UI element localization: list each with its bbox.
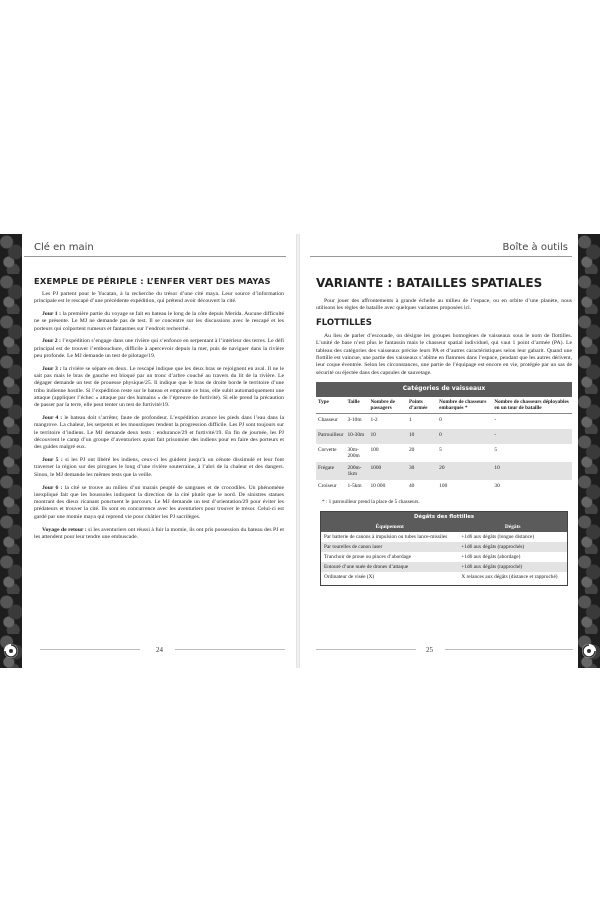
table-caption: Catégories de vaisseaux [316,382,572,397]
table-cell: 5 [439,447,442,454]
column-header: Équipement [321,522,458,532]
table-cell: 10-30m [345,429,368,444]
column-header: Nombre de passagers [368,397,407,414]
left-page [0,234,296,668]
table-cell: - [492,429,572,444]
table-cell: 10 [492,462,572,480]
table-cell: 1000 [368,462,407,480]
left-paragraphs [34,291,284,541]
body-paragraph [34,415,284,451]
table-row [316,414,572,430]
page-number-left: 24 [156,646,163,654]
paragraph-text: le bateau doit s’arrêter, faute de profondeur. L’expédition avance les pieds dans l’eau dans la mangrove. La chaleur, les serpents et les moustiques rendent la progression difficile. Les PJ sont toujours sur le territoire d’indiens. Le MJ demande deux tests : endurance/29 et furtivité/19. En fin de journée, les PJ découvrent le camp d’un groupe d’aventuriers ayant fait prisonnier des indiens pour en faire des porteurs et des guides malgré eux. [34,415,285,451]
column-header: Type [316,397,345,414]
subsection-title: FLOTTILLES [316,318,372,329]
table-cell: 1 [408,417,412,424]
paragraph-text: la première partie du voyage se fait en bateau le long de la côte depuis Merida. Aucune difficulté ne se présente. Le MJ ne demande pas de test. Il se concentre sur les discussions avec le rescapé et les porteurs qui colportent rumeurs et fantasmes sur l’endroit recherché. [34,311,284,332]
body-paragraph [34,338,284,360]
swirl-ornament-icon [578,640,600,662]
table-row [321,542,567,552]
header-rule-right [310,256,572,257]
table-cell: Corvette [318,447,337,454]
header-rule-left [24,256,286,257]
table-cell: 200m-1km [345,462,368,480]
book-spread [0,234,600,668]
table-cell: +1d6 aux dégâts (longue distance) [461,534,535,541]
left-content [34,276,284,547]
table-cell: +1d6 aux dégâts (abordage) [461,554,521,561]
right-page [300,234,600,668]
table-footnote: * : 1 patrouilleur prend la place de 5 chasseurs. [322,499,420,506]
table-cell: 30 [407,462,437,480]
table-cell: +1d6 aux dégâts (rapproché) [458,562,567,572]
table-cell: Par batterie de canons à impulsion ou tubes lance-missiles [324,534,448,541]
body-paragraph [34,527,284,542]
table-cell: 30m-200m [347,447,360,460]
damage-box [320,511,568,586]
ship-categories-table [316,382,572,495]
table-cell: 1-2 [370,417,378,424]
table-row [321,562,567,572]
left-section-title: EXEMPLE DE PÉRIPLE : L’ENFER VERT DES MAYAS [34,276,271,286]
table-cell: 10 [407,429,437,444]
table-row [316,462,572,480]
paragraph-text: si les PJ ont libéré les indiens, ceux-ci les guident jusqu’à un cénote dissimulé et leur font traverser la région sur des pirogues le long d’une rivière souterraine, à l’abri de la chaleur et des dangers. Sinon, le MJ demande les mêmes tests que la veille. [34,457,284,478]
table-cell: Croiseur [318,483,337,490]
footer-rule [316,649,416,650]
running-head-left: Clé en main [34,242,94,253]
paragraph-lead: Jour 4 : [42,415,63,422]
footer-rule [445,649,573,650]
column-header: Nombre de chasseurs déployables en un tour de bataille [492,397,572,414]
table-cell: 100 [439,483,448,490]
table-cell: 30 [494,483,500,490]
body-paragraph [34,291,284,306]
table-cell: 1-5km [347,483,362,490]
paragraph-text: si les aventuriers ont réussi à fuir la momie, ils ont pris possession du bateau des PJ et les attendent pour leur tendre une embuscade. [34,526,284,540]
table-cell: X relances aux dégâts (distance et rapproché) [461,574,558,581]
table-cell: Patrouilleur [316,429,345,444]
table-header-row [316,397,572,414]
paragraph-text: l’expédition s’engage dans une rivière qui s’enfonce en serpentant à l’intérieur des terres. Le défi principal est de trouver l’embouchure, difficile à apercevoir depuis la mer, puis de naviguer dans la rivière peu profonde. Le MJ demande un test de pilotage/19. [34,338,284,360]
body-paragraph [34,485,284,521]
running-head-right: Boîte à outils [502,242,568,253]
body-paragraph [34,457,284,479]
table-row [321,572,567,582]
column-header: Points d’armée [407,397,437,414]
column-header: Nombre de chasseurs embarqués * [437,397,492,414]
table-cell: 20 [408,447,415,454]
footer-rule [40,649,140,650]
paragraph-text: Les PJ partent pour le Yucatan, à la recherche du trésor d’une cité maya. Leur source d’information principale est le rescapé d’une précédente expédition, qui prétend avoir découvert la cité. [34,291,284,305]
table-body [321,532,567,582]
camouflage-border-left [0,234,22,668]
column-header: Taille [345,397,368,414]
table-cell: +1d6 aux dégâts (rapprochés) [458,542,567,552]
table-cell: Frégate [316,462,345,480]
paragraph-text: la rivière se sépare en deux. Le rescapé indique que les deux bras se rejoignent en aval. Il ne le sait pas mais le bras de gauche est bloqué par un tronc d’arbre couché au travers du lit de la rivière. Le dégager demande un test de prouesse physique/25. Il indique que le bras de droite borde le territoire d’une tribu indienne hostile. Si l’expédition reste sur le bateau et emprunte ce bras, elle subit automatiquement une attaque (appliquer l’échec « attaque par des humains » de l’épreuve de furtivité). Si elle prend la précaution de passer par la terre, elle peut tenter un test de furtivité/19. [34,365,284,409]
table-row [316,444,572,462]
paragraph-text: la cité se trouve au milieu d’un marais peuplé de sangsues et de crocodiles. Un phénomène inexpliqué fait que les boussoles indiquent la direction de la cité plutôt que le nord. De sinistres statues montrant des dieux ricanant ponctuent le parcours. Le MJ demande un test d’orientation/29 pour éviter les prédateurs et trouver la cité. Ils sont en concurrence avec les aventuriers pour trouver le trésor. Celui-ci est gardé par une momie maya qui reprend vie pour châtier les PJ sacrilèges. [34,484,285,520]
table-cell: 20 [437,462,492,480]
table-caption: Dégâts des flottilles [321,512,567,522]
camouflage-border-right [578,234,600,668]
table-cell: 5 [494,447,498,454]
table-body [316,414,572,496]
table-cell: - [494,417,497,424]
swirl-ornament-icon [0,640,22,662]
table-cell: 10 [368,429,407,444]
paragraph-lead: Jour 5 : [42,457,63,464]
table-cell: 3-10m [347,417,362,424]
right-section-title: VARIANTE : BATAILLES SPATIALES [316,276,543,290]
table-header-row [321,522,567,532]
table-row [321,552,567,562]
table-cell: Tranchoir de proue ou pinces d’abordage [324,554,412,561]
table-cell: Par tourelles de canon laser [321,542,458,552]
paragraph-lead: Jour 3 : [42,365,62,372]
column-header: Dégâts [458,522,567,532]
body-paragraph [34,311,284,333]
table-cell: 0 [437,429,492,444]
table-row [321,532,567,542]
paragraph-lead: Jour 2 : [42,338,61,345]
table-cell: 0 [439,417,442,424]
paragraph-lead: Voyage de retour : [42,526,87,533]
table-cell: 40 [408,483,415,490]
paragraph-lead: Jour 1 : [42,311,62,318]
intro-paragraph: Pour jouer des affrontements à grande échelle au milieu de l’espace, ou en orbite d’une planète, nous utilisons les règles de bataille avec quelques variantes proposées ici. [316,298,572,312]
paragraph-lead: Jour 6 : [42,484,63,491]
page-number-right: 25 [426,646,433,654]
footer-rule [175,649,285,650]
right-content [316,274,572,586]
table-cell: Entouré d’une nuée de drones d’attaque [321,562,458,572]
table-row [316,429,572,444]
table-row [316,480,572,495]
table-cell: 10 000 [370,483,386,490]
table-cell: 100 [370,447,379,454]
table-cell: Chasseur [318,417,338,424]
body-paragraph [34,366,284,410]
damage-table [321,512,567,582]
table-cell: Ordinateur de visée (X) [324,574,375,581]
flottilles-paragraph: Au lieu de parler d’escouade, on désigne les groupes homogènes de vaisseaux sous le nom de flottilles. L’unité de base n’est plus le fantassin mais le chasseur spatial individuel, qui vaut 1 point d’armée (PA). Le tableau des catégories des vaisseaux précise leurs PA et d’autres caractéristiques selon leur gabarit. Quand une flottille est vaincue, une partie des vaisseaux s’abîme en flammes dans l’espace, pendant que les autres dérivent, leur coque éventrée. Selon les circonstances, une partie de l’équipage est encore en vie, protégée par un sas de sécurité ou éjectée dans des capsules de sauvetage. [316,333,572,376]
